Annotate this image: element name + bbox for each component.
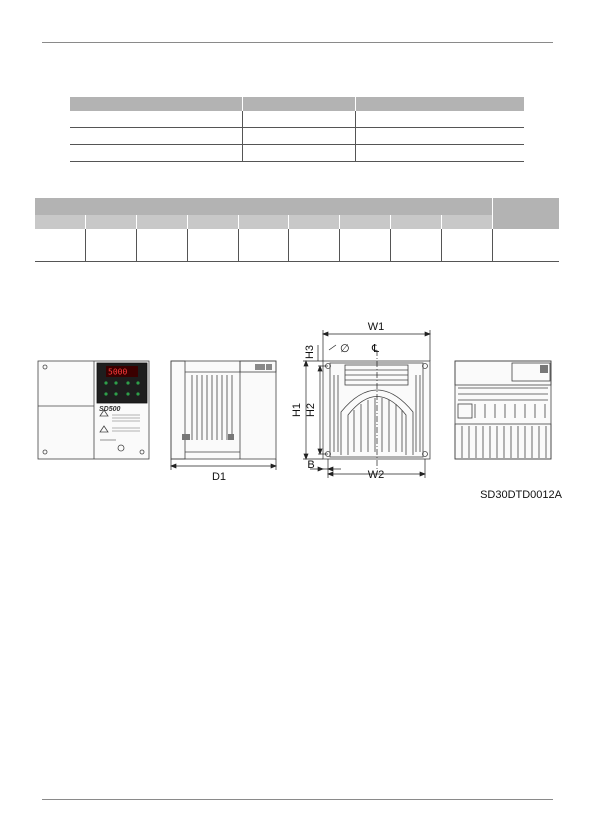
front-view: [38, 361, 149, 459]
table-header-cell: [35, 198, 493, 215]
label-w2: W2: [367, 469, 385, 481]
label-diameter: ∅: [340, 343, 350, 355]
table-2: [35, 198, 559, 262]
label-centerline: ℄: [372, 343, 380, 355]
table-subheader-row: [35, 215, 559, 229]
table-header-row: [35, 198, 559, 215]
dimension-drawing: [0, 300, 595, 500]
label-h1: H1: [291, 402, 303, 418]
side-view: [171, 361, 276, 459]
rear-view: [323, 361, 430, 459]
table-row: [70, 145, 524, 162]
table-row: [70, 111, 524, 128]
table-row: [70, 128, 524, 145]
label-h2: H2: [305, 402, 317, 418]
header-rule: [42, 42, 553, 43]
table-header-cell: [243, 97, 356, 111]
dimension-d1: [171, 459, 276, 470]
label-d1: D1: [211, 471, 227, 483]
label-w1: W1: [367, 321, 385, 333]
table-header-row: [70, 97, 524, 111]
label-b: B: [307, 459, 315, 471]
table-header-cell: [493, 198, 559, 229]
keypad-display: 5000: [108, 367, 128, 377]
drawing-code: SD30DTD0012A: [480, 489, 562, 501]
footer-rule: [42, 799, 553, 800]
table-header-cell: [70, 97, 243, 111]
table-row: [35, 229, 559, 262]
table-1: [70, 97, 524, 162]
keypad-brand: SD500: [99, 406, 121, 413]
table-header-cell: [356, 97, 525, 111]
label-h3: H3: [304, 344, 316, 360]
bottom-view: [455, 361, 551, 459]
